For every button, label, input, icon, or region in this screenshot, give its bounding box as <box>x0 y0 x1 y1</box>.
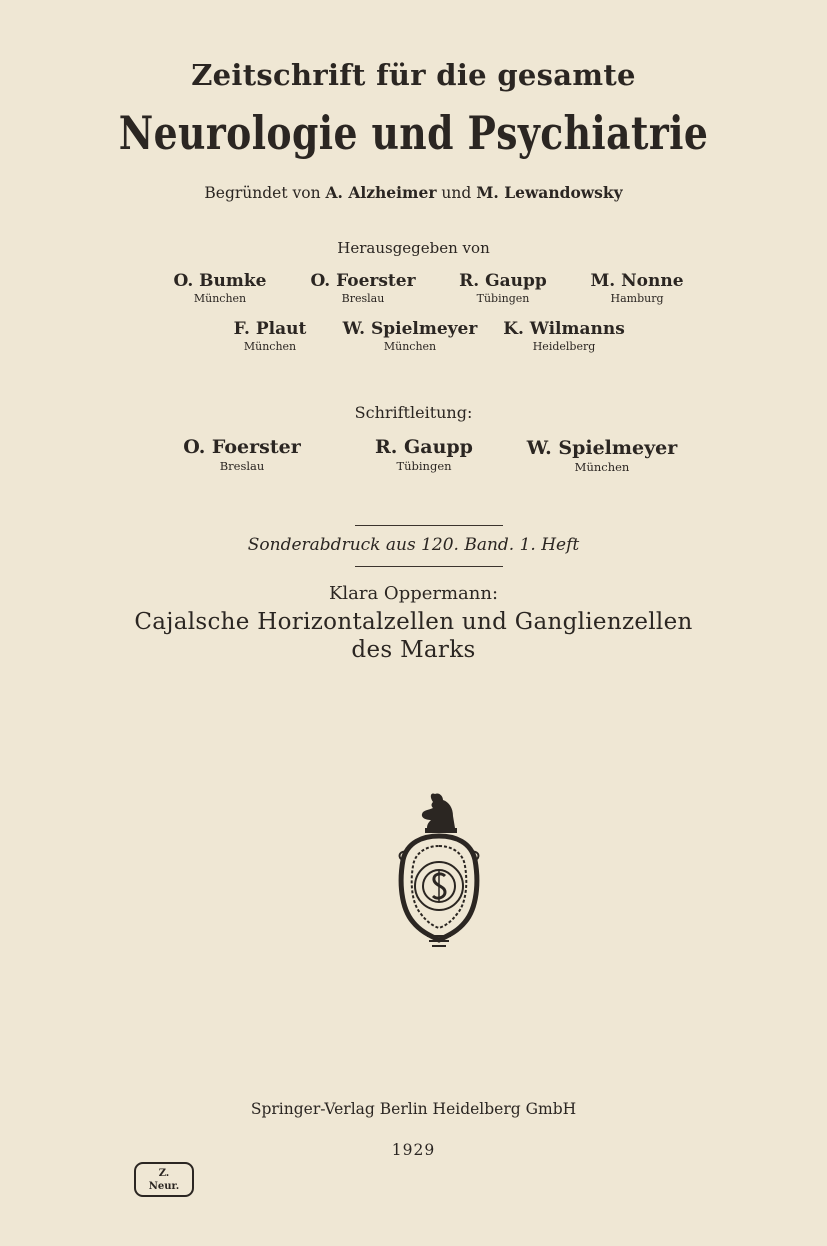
article-title-line2: des Marks <box>351 636 476 663</box>
editor-city: Hamburg <box>610 292 664 305</box>
article-author: Klara Oppermann: <box>328 583 499 604</box>
editor-city: Tübingen <box>476 292 530 305</box>
editor-city: Heidelberg <box>532 340 596 353</box>
editors-label: Herausgegeben von <box>337 239 490 257</box>
editor-name: O. Bumke <box>173 271 267 291</box>
editor-plaut <box>210 319 330 353</box>
board-gaupp <box>352 436 496 473</box>
founded-prefix: Begründet von <box>204 184 321 202</box>
article-title-line1: Cajalsche Horizontalzellen und Ganglienzellen <box>134 609 693 635</box>
editor-city: München <box>193 292 247 305</box>
editor-city: Breslau <box>341 292 385 305</box>
board-name: R. Gaupp <box>375 436 473 458</box>
editor-name: M. Nonne <box>590 271 684 291</box>
knight-base <box>425 828 457 833</box>
logo-flourish <box>400 852 479 860</box>
article-title <box>0 609 827 664</box>
stamp-line2: Neur. <box>148 1181 180 1192</box>
stamp-line1: Z. <box>158 1168 170 1179</box>
editor-name: K. Wilmanns <box>503 319 625 339</box>
divider-top <box>355 525 503 526</box>
founded-and: und <box>441 184 472 202</box>
divider-bottom <box>355 566 503 567</box>
publication-year: 1929 <box>391 1141 436 1159</box>
board-foerster <box>170 436 314 473</box>
springer-knight-logo <box>393 790 485 952</box>
founders-line <box>0 183 827 202</box>
board-city: Tübingen <box>396 459 452 473</box>
offprint-line: Sonderabdruck aus 120. Band. 1. Heft <box>247 535 580 555</box>
founder-lewandowsky: M. Lewandowsky <box>476 183 623 202</box>
board-spielmeyer <box>517 437 687 474</box>
editor-city: München <box>243 340 297 353</box>
publisher-line: Springer-Verlag Berlin Heidelberg GmbH <box>250 1100 577 1118</box>
board-name: O. Foerster <box>183 436 301 458</box>
knight-head-icon <box>422 793 455 828</box>
journal-title-line1: Zeitschrift für die gesamte <box>191 58 636 92</box>
journal-title-line2: Neurologie und Psychiatrie <box>118 106 709 160</box>
editor-nonne <box>577 271 697 305</box>
board-city: Breslau <box>219 459 265 473</box>
editor-bumke <box>160 271 280 305</box>
editor-gaupp <box>443 271 563 305</box>
editor-spielmeyer <box>335 319 485 353</box>
board-city: München <box>574 460 630 474</box>
editor-name: R. Gaupp <box>459 271 547 291</box>
editor-name: F. Plaut <box>233 319 307 339</box>
editor-foerster <box>303 271 423 305</box>
editorial-board-label: Schriftleitung: <box>354 403 473 422</box>
founder-alzheimer: A. Alzheimer <box>325 183 437 202</box>
editor-name: W. Spielmeyer <box>342 319 478 339</box>
editor-wilmanns <box>492 319 636 353</box>
library-stamp <box>134 1162 194 1197</box>
board-name: W. Spielmeyer <box>526 437 678 459</box>
editor-city: München <box>383 340 437 353</box>
editor-name: O. Foerster <box>310 271 416 291</box>
